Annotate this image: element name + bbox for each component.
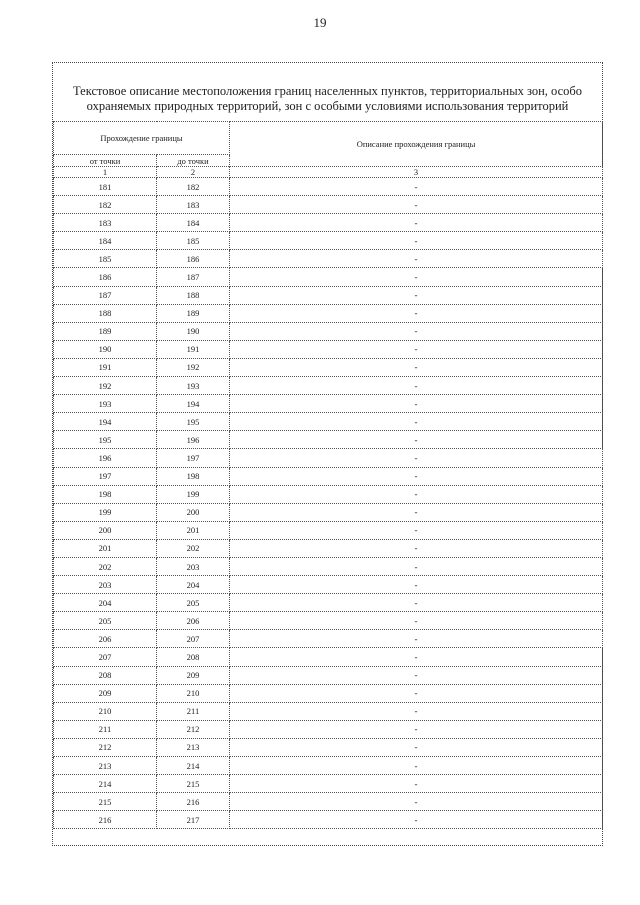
description-cell: - [230,358,603,376]
description-cell: - [230,268,603,286]
to-point-cell: 208 [157,648,230,666]
to-point-cell: 189 [157,304,230,322]
to-point-cell: 183 [157,196,230,214]
from-point-cell: 202 [54,557,157,575]
table-row [54,811,603,829]
to-point-cell: 206 [157,612,230,630]
table-row [54,612,603,630]
description-cell: - [230,793,603,811]
from-point-cell: 214 [54,775,157,793]
table-row [54,485,603,503]
table-row [54,340,603,358]
from-point-cell: 184 [54,232,157,250]
to-point-cell: 217 [157,811,230,829]
to-point-cell: 212 [157,720,230,738]
from-point-cell: 187 [54,286,157,304]
description-cell: - [230,684,603,702]
to-point-cell: 196 [157,431,230,449]
from-point-header: от точки [54,155,157,167]
table-row [54,196,603,214]
table-row [54,322,603,340]
to-point-cell: 205 [157,594,230,612]
from-point-cell: 197 [54,467,157,485]
description-cell: - [230,377,603,395]
table-row [54,467,603,485]
description-cell: - [230,395,603,413]
document-frame [52,62,603,846]
description-cell: - [230,775,603,793]
to-point-cell: 213 [157,738,230,756]
from-point-cell: 194 [54,413,157,431]
to-point-cell: 192 [157,358,230,376]
description-cell: - [230,612,603,630]
description-cell: - [230,413,603,431]
from-point-cell: 190 [54,340,157,358]
description-cell: - [230,286,603,304]
to-point-cell: 207 [157,630,230,648]
to-point-cell: 215 [157,775,230,793]
from-point-cell: 191 [54,358,157,376]
to-point-cell: 190 [157,322,230,340]
from-point-cell: 183 [54,214,157,232]
to-point-cell: 188 [157,286,230,304]
to-point-cell: 182 [157,178,230,196]
table-row [54,503,603,521]
table-row [54,377,603,395]
from-point-cell: 205 [54,612,157,630]
description-cell: - [230,250,603,268]
from-point-cell: 216 [54,811,157,829]
description-cell: - [230,630,603,648]
to-point-cell: 199 [157,485,230,503]
to-point-cell: 193 [157,377,230,395]
table-row [54,576,603,594]
table-row [54,557,603,575]
from-point-cell: 181 [54,178,157,196]
table-row [54,413,603,431]
table-row [54,720,603,738]
from-point-cell: 195 [54,431,157,449]
from-point-cell: 201 [54,539,157,557]
from-point-cell: 189 [54,322,157,340]
from-point-cell: 208 [54,666,157,684]
from-point-cell: 211 [54,720,157,738]
table-row [54,304,603,322]
to-point-cell: 210 [157,684,230,702]
to-point-cell: 184 [157,214,230,232]
table-row [54,775,603,793]
description-cell: - [230,576,603,594]
to-point-cell: 186 [157,250,230,268]
description-cell: - [230,431,603,449]
to-point-cell: 209 [157,666,230,684]
table-row [54,684,603,702]
from-point-cell: 204 [54,594,157,612]
description-cell: - [230,178,603,196]
to-point-cell: 202 [157,539,230,557]
from-point-cell: 209 [54,684,157,702]
from-point-cell: 185 [54,250,157,268]
table-row [54,630,603,648]
to-point-cell: 197 [157,449,230,467]
to-point-cell: 200 [157,503,230,521]
description-cell: - [230,539,603,557]
description-cell: - [230,738,603,756]
to-point-cell: 185 [157,232,230,250]
table-row [54,431,603,449]
column-number: 3 [230,167,603,178]
to-point-cell: 191 [157,340,230,358]
to-point-cell: 216 [157,793,230,811]
from-point-cell: 203 [54,576,157,594]
table-row [54,793,603,811]
table-row [54,449,603,467]
to-point-cell: 187 [157,268,230,286]
description-cell: - [230,232,603,250]
table-row [54,738,603,756]
from-point-cell: 215 [54,793,157,811]
to-point-header: до точки [157,155,230,167]
table-row [54,232,603,250]
to-point-cell: 214 [157,757,230,775]
table-row [54,648,603,666]
from-point-cell: 200 [54,521,157,539]
to-point-cell: 195 [157,413,230,431]
description-cell: - [230,340,603,358]
description-cell: - [230,757,603,775]
description-cell: - [230,594,603,612]
table-row [54,250,603,268]
from-point-cell: 206 [54,630,157,648]
table-row [54,702,603,720]
description-cell: - [230,214,603,232]
from-point-cell: 210 [54,702,157,720]
description-cell: - [230,521,603,539]
from-point-cell: 207 [54,648,157,666]
description-cell: - [230,702,603,720]
description-cell: - [230,322,603,340]
to-point-cell: 194 [157,395,230,413]
boundary-group-header: Прохождение границы [54,122,230,155]
description-cell: - [230,485,603,503]
from-point-cell: 196 [54,449,157,467]
from-point-cell: 188 [54,304,157,322]
description-cell: - [230,648,603,666]
table-row [54,594,603,612]
description-cell: - [230,503,603,521]
table-row [54,268,603,286]
from-point-cell: 213 [54,757,157,775]
description-header: Описание прохождения границы [230,122,603,167]
description-cell: - [230,666,603,684]
from-point-cell: 199 [54,503,157,521]
from-point-cell: 193 [54,395,157,413]
page-number: 19 [313,15,327,30]
column-number: 1 [54,167,157,178]
description-cell: - [230,196,603,214]
document-title: Текстовое описание местоположения границ населенных пунктов, территориальных зон, особо охраняемых природных территорий, зон с особыми условиями использования территорий [72,84,583,113]
to-point-cell: 203 [157,557,230,575]
to-point-cell: 204 [157,576,230,594]
to-point-cell: 211 [157,702,230,720]
from-point-cell: 186 [54,268,157,286]
table-row [54,214,603,232]
to-point-cell: 201 [157,521,230,539]
from-point-cell: 198 [54,485,157,503]
description-cell: - [230,557,603,575]
from-point-cell: 182 [54,196,157,214]
description-cell: - [230,720,603,738]
to-point-cell: 198 [157,467,230,485]
description-cell: - [230,467,603,485]
table-row [54,358,603,376]
table-row [54,521,603,539]
description-cell: - [230,304,603,322]
table-row [54,757,603,775]
from-point-cell: 192 [54,377,157,395]
description-cell: - [230,811,603,829]
table-row [54,666,603,684]
description-cell: - [230,449,603,467]
table-row [54,395,603,413]
boundary-table [53,121,603,829]
column-number: 2 [157,167,230,178]
table-row [54,178,603,196]
from-point-cell: 212 [54,738,157,756]
table-row [54,539,603,557]
table-row [54,286,603,304]
